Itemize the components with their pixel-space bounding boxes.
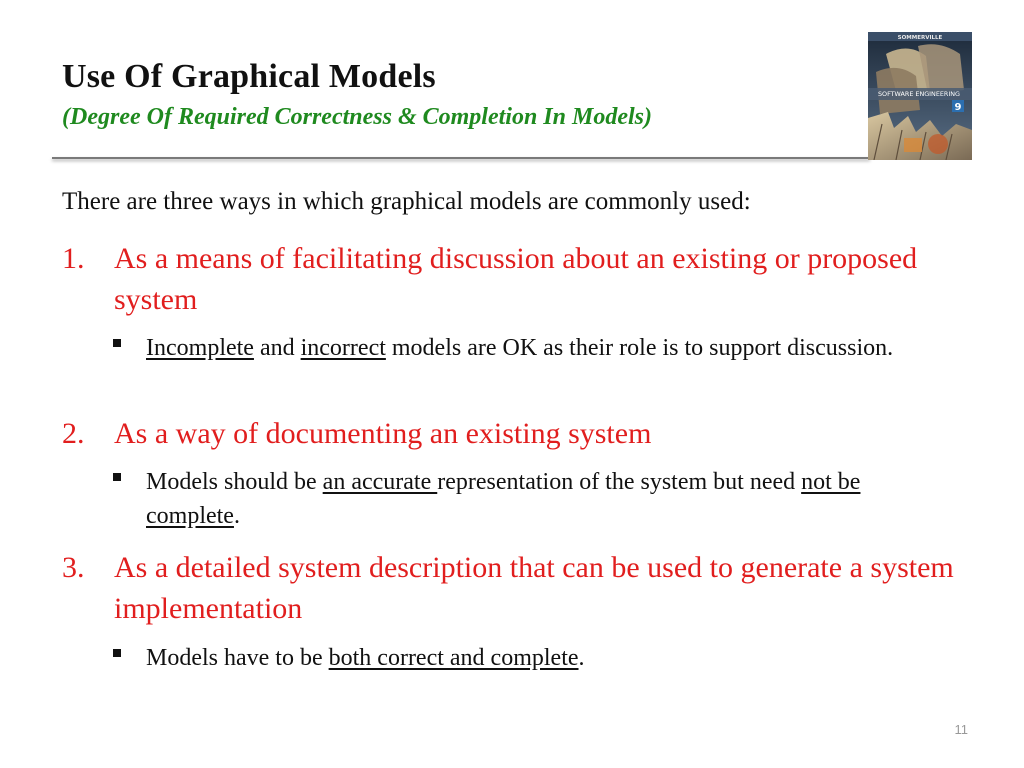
list-item-3	[62, 547, 982, 629]
square-bullet-icon	[113, 473, 121, 481]
sub-bullet-text: Models have to be both correct and complete.	[146, 645, 585, 671]
emphasis-incorrect: incorrect	[300, 335, 386, 361]
cover-edition-number: 9	[954, 102, 962, 113]
title-divider	[52, 157, 870, 159]
list-item-text: As a way of documenting an existing system	[114, 417, 652, 450]
slide-subtitle: (Degree Of Required Correctness & Completion In Models)	[62, 104, 652, 130]
list-item-number: 3.	[62, 551, 85, 584]
page-number: 11	[954, 722, 968, 737]
intro-text: There are three ways in which graphical models are commonly used:	[62, 188, 751, 215]
book-cover-image	[868, 32, 972, 160]
emphasis-accurate: an accurate	[322, 469, 438, 495]
cover-author-text: SOMMERVILLE	[897, 35, 943, 41]
sub-bullet-text: Models should be an accurate representation of the system but need not be complete.	[146, 469, 861, 529]
sub-bullet-3	[113, 641, 943, 675]
list-item-number: 1.	[62, 242, 85, 275]
cover-title-text: SOFTWARE ENGINEERING	[878, 90, 960, 98]
square-bullet-icon	[113, 339, 121, 347]
list-item-text: As a detailed system description that can be used to generate a system implementation	[114, 551, 954, 625]
sub-bullet-2	[113, 465, 943, 533]
sub-bullet-1	[113, 331, 943, 365]
list-item-text: As a means of facilitating discussion about an existing or proposed system	[114, 242, 918, 316]
emphasis-incomplete: Incomplete	[146, 335, 254, 361]
square-bullet-icon	[113, 649, 121, 657]
emphasis-correct-complete: both correct and complete	[328, 645, 579, 671]
list-item-1	[62, 238, 982, 320]
list-item-2	[62, 413, 982, 454]
slide-title: Use Of Graphical Models	[62, 58, 436, 95]
sub-bullet-text: Incomplete and incorrect models are OK as their role is to support discussion.	[146, 335, 894, 361]
list-item-number: 2.	[62, 417, 85, 450]
emphasis-not-complete: not be complete	[146, 469, 861, 529]
